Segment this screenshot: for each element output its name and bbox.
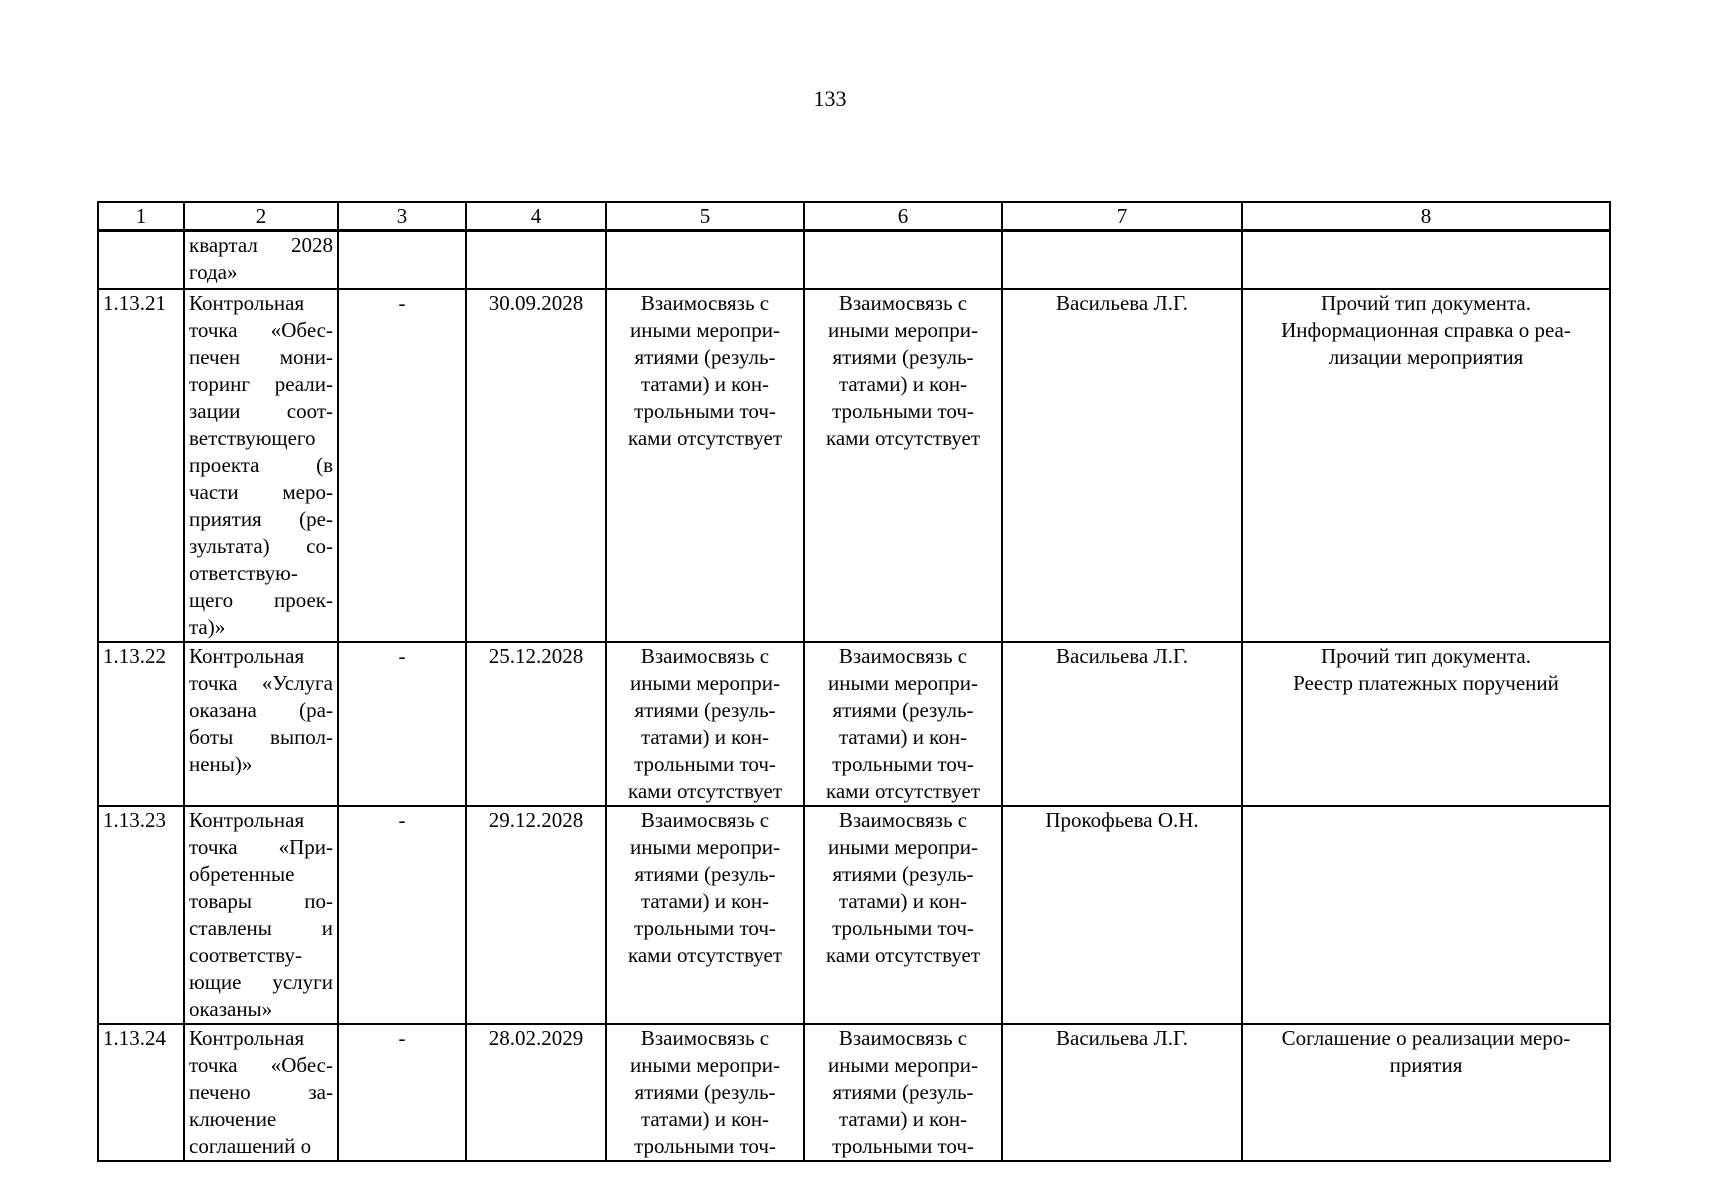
cell-text-line: обретенные <box>189 861 295 886</box>
cell-text-line: ветствующего <box>189 425 316 450</box>
cell-text-line: проекта (в <box>189 452 333 477</box>
cell-text-line: ответствую- <box>189 560 298 585</box>
table-row <box>98 642 1610 806</box>
cell-text-line: Соглашение о реализации меро- <box>1281 1025 1571 1050</box>
responsible-person: Васильева Л.Г. <box>1056 290 1188 315</box>
document-type-cell <box>1242 806 1610 1024</box>
date-value: 25.12.2028 <box>488 643 584 668</box>
cell-text-line: торинг реали- <box>189 371 333 396</box>
cell-text-line: ключение <box>189 1106 277 1131</box>
cell-text-line: Взаимосвязь с <box>640 290 770 315</box>
cell-text-line: квартал 2028 <box>189 233 333 257</box>
cell-text-line: ятиями (резуль- <box>634 861 776 886</box>
item-name-cell <box>184 806 338 1024</box>
cell-text-line: трольными точ- <box>832 915 974 940</box>
table-cell <box>98 231 184 289</box>
cell-text-line: ющие услуги <box>189 969 333 994</box>
page-number: 133 <box>813 86 847 111</box>
cell-text-line: ками отсутствует <box>825 425 981 450</box>
cell-text-line: татами) и кон- <box>838 888 968 913</box>
date-value: 30.09.2028 <box>488 290 584 315</box>
cell-text-line: татами) и кон- <box>640 371 770 396</box>
cell-text-line: зультата) со- <box>189 533 333 558</box>
cell-text-line: части меро- <box>189 479 333 504</box>
cell-text-line: Взаимосвязь с <box>838 643 968 668</box>
date-cell <box>466 642 606 806</box>
cell-text-line: татами) и кон- <box>838 1106 968 1131</box>
cell-text-line: Взаимосвязь с <box>640 1025 770 1050</box>
cell-text-line: точка «Услуга <box>189 670 333 695</box>
date-value: 29.12.2028 <box>488 807 584 832</box>
cell-text-line: татами) и кон- <box>640 1106 770 1131</box>
column-3-cell <box>338 642 466 806</box>
cell-text-line: соглашений о <box>189 1133 312 1158</box>
responsible-person-cell <box>1002 289 1242 642</box>
cell-text-line: ятиями (резуль- <box>832 344 974 369</box>
cell-text-line: ставлены и <box>189 915 333 940</box>
column-header: 4 <box>466 202 606 231</box>
relation-cell <box>804 806 1002 1024</box>
item-number-cell <box>98 642 184 806</box>
column-header: 2 <box>184 202 338 231</box>
cell-text-line: татами) и кон- <box>838 724 968 749</box>
responsible-person-cell <box>1002 806 1242 1024</box>
cell-text-line: Взаимосвязь с <box>838 807 968 832</box>
cell-text-line: Контрольная <box>189 643 305 668</box>
table-cell <box>1002 231 1242 289</box>
continuation-row <box>98 231 1610 289</box>
cell-text-line: нены)» <box>189 751 253 776</box>
relation-cell <box>804 642 1002 806</box>
cell-text-line: точка «Обес- <box>189 1052 333 1077</box>
item-name-cell <box>184 231 338 289</box>
item-name-cell <box>184 289 338 642</box>
responsible-person: Васильева Л.Г. <box>1056 1025 1188 1050</box>
relation-cell <box>804 289 1002 642</box>
cell-text-line: ками отсутствует <box>825 778 981 803</box>
cell-text-line: трольными точ- <box>832 398 974 423</box>
table-cell <box>338 231 466 289</box>
cell-text-line: ятиями (резуль- <box>832 1079 974 1104</box>
cell-text-line: Взаимосвязь с <box>838 290 968 315</box>
cell-text-line: трольными точ- <box>634 915 776 940</box>
cell-text-line: щего проек- <box>189 587 333 612</box>
cell-text-line: ятиями (резуль- <box>832 697 974 722</box>
cell-text-line: соответству- <box>189 942 302 967</box>
cell-text-line: иными меропри- <box>828 317 978 342</box>
column-header: 7 <box>1002 202 1242 231</box>
dash-value: - <box>398 807 406 832</box>
cell-text-line: иными меропри- <box>828 834 978 859</box>
cell-text-line: Взаимосвязь с <box>640 807 770 832</box>
cell-text-line: татами) и кон- <box>640 724 770 749</box>
table-cell <box>606 231 804 289</box>
cell-text-line: приятия (ре- <box>189 506 333 531</box>
column-header: 1 <box>98 202 184 231</box>
cell-text-line: ятиями (резуль- <box>832 861 974 886</box>
cell-text-line: татами) и кон- <box>838 371 968 396</box>
dash-value: - <box>398 1025 406 1050</box>
cell-text-line: печен мони- <box>189 344 333 369</box>
cell-text-line: оказана (ра- <box>189 697 333 722</box>
column-3-cell <box>338 289 466 642</box>
table-row <box>98 806 1610 1024</box>
cell-text-line: та)» <box>189 614 226 639</box>
relation-cell <box>606 806 804 1024</box>
cell-text-line: иными меропри- <box>630 1052 780 1077</box>
date-cell <box>466 806 606 1024</box>
table-row <box>98 289 1610 642</box>
column-header: 8 <box>1242 202 1610 231</box>
cell-text-line: трольными точ- <box>634 1133 776 1158</box>
column-header: 5 <box>606 202 804 231</box>
cell-text-line: иными меропри- <box>630 834 780 859</box>
date-cell <box>466 289 606 642</box>
item-name-cell <box>184 642 338 806</box>
cell-text-line: года» <box>189 260 238 284</box>
column-header: 6 <box>804 202 1002 231</box>
cell-text-line: ками отсутствует <box>627 778 783 803</box>
cell-text-line: товары по- <box>189 888 333 913</box>
cell-text-line: печено за- <box>189 1079 333 1104</box>
cell-text-line: трольными точ- <box>832 751 974 776</box>
cell-text-line: оказаны» <box>189 996 273 1021</box>
cell-text-line: Информационная справка о реа- <box>1281 317 1571 342</box>
table-cell <box>804 231 1002 289</box>
cell-text-line: Прочий тип документа. <box>1321 643 1531 668</box>
column-header: 3 <box>338 202 466 231</box>
cell-text-line: точка «При- <box>189 834 333 859</box>
document-type-cell <box>1242 1024 1610 1161</box>
cell-text-line: лизации мероприятия <box>1328 344 1524 369</box>
cell-text-line: Прочий тип документа. <box>1321 290 1531 315</box>
cell-text-line: приятия <box>1389 1052 1463 1077</box>
column-3-cell <box>338 806 466 1024</box>
item-number: 1.13.24 <box>103 1025 166 1050</box>
cell-text-line: ками отсутствует <box>627 425 783 450</box>
item-number: 1.13.21 <box>103 290 166 315</box>
responsible-person-cell <box>1002 1024 1242 1161</box>
cell-text-line: иными меропри- <box>828 1052 978 1077</box>
relation-cell <box>606 1024 804 1161</box>
date-cell <box>466 1024 606 1161</box>
document-type-cell <box>1242 289 1610 642</box>
cell-text-line: ками отсутствует <box>825 942 981 967</box>
cell-text-line: Контрольная <box>189 290 305 315</box>
column-3-cell <box>338 1024 466 1161</box>
relation-cell <box>606 642 804 806</box>
document-table <box>97 201 1611 1162</box>
cell-text-line: точка «Обес- <box>189 317 333 342</box>
cell-text-line: ками отсутствует <box>627 942 783 967</box>
relation-cell <box>606 289 804 642</box>
cell-text-line: ятиями (резуль- <box>634 1079 776 1104</box>
item-number: 1.13.23 <box>103 807 166 832</box>
cell-text-line: зации соот- <box>189 398 333 423</box>
item-name-cell <box>184 1024 338 1161</box>
cell-text-line: иными меропри- <box>630 317 780 342</box>
responsible-person: Васильева Л.Г. <box>1056 643 1188 668</box>
cell-text-line: трольными точ- <box>634 751 776 776</box>
table-cell <box>1242 231 1610 289</box>
item-number-cell <box>98 806 184 1024</box>
cell-text-line: боты выпол- <box>189 724 333 749</box>
cell-text-line: Контрольная <box>189 807 305 832</box>
cell-text-line: иными меропри- <box>630 670 780 695</box>
cell-text-line: татами) и кон- <box>640 888 770 913</box>
responsible-person-cell <box>1002 642 1242 806</box>
table-header-row <box>98 202 1610 231</box>
item-number-cell <box>98 289 184 642</box>
relation-cell <box>804 1024 1002 1161</box>
document-type-cell <box>1242 642 1610 806</box>
responsible-person: Прокофьева О.Н. <box>1045 807 1199 832</box>
cell-text-line: иными меропри- <box>828 670 978 695</box>
date-value: 28.02.2029 <box>488 1025 584 1050</box>
table-cell <box>466 231 606 289</box>
cell-text-line: ятиями (резуль- <box>634 344 776 369</box>
item-number: 1.13.22 <box>103 643 166 668</box>
dash-value: - <box>398 643 406 668</box>
cell-text-line: трольными точ- <box>832 1133 974 1158</box>
dash-value: - <box>398 290 406 315</box>
cell-text-line: Контрольная <box>189 1025 305 1050</box>
cell-text-line: трольными точ- <box>634 398 776 423</box>
item-number-cell <box>98 1024 184 1161</box>
cell-text-line: Реестр платежных поручений <box>1293 670 1559 695</box>
cell-text-line: ятиями (резуль- <box>634 697 776 722</box>
cell-text-line: Взаимосвязь с <box>640 643 770 668</box>
table-row <box>98 1024 1610 1161</box>
cell-text-line: Взаимосвязь с <box>838 1025 968 1050</box>
